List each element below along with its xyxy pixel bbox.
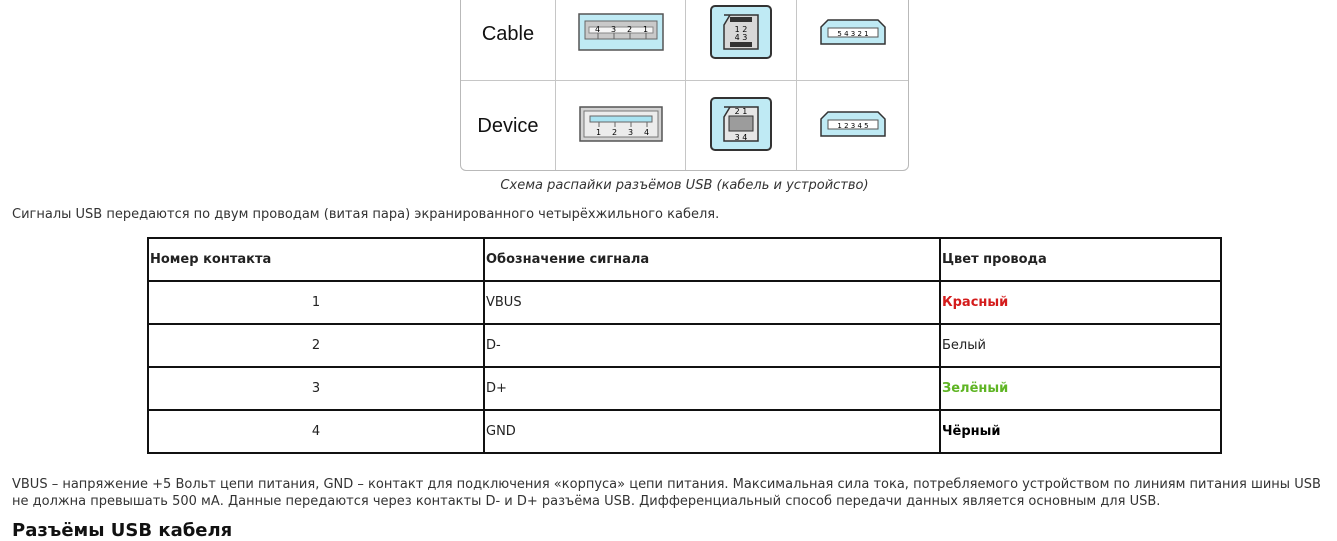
usb-b-cable-connector xyxy=(686,0,797,80)
diagram-caption: Схема распайки разъёмов USB (кабель и устройство) xyxy=(500,178,869,193)
pin-label: 2 xyxy=(611,128,617,138)
row-label-device: Device xyxy=(461,80,556,171)
pin-label: 2 1 xyxy=(734,107,748,117)
pin-label: 1 xyxy=(642,25,648,35)
signal-name: D- xyxy=(484,324,940,367)
pin-number: 1 xyxy=(148,281,484,324)
pin-label: 4 xyxy=(594,25,600,35)
signal-name: GND xyxy=(484,410,940,453)
pin-number: 4 xyxy=(148,410,484,453)
table-row xyxy=(148,324,1221,367)
section-heading: Разъёмы USB кабеля xyxy=(12,520,233,541)
pin-label: 5 4 3 2 1 xyxy=(836,30,869,39)
usb-a-cable-connector xyxy=(556,0,686,80)
row-label-cable: Cable xyxy=(461,0,556,80)
pin-label: 3 xyxy=(610,25,616,35)
table-row xyxy=(148,367,1221,410)
signal-name: D+ xyxy=(484,367,940,410)
pin-number: 2 xyxy=(148,324,484,367)
mini-usb-device-connector xyxy=(797,80,909,171)
header-pin-number: Номер контакта xyxy=(148,238,484,281)
pin-label: 2 xyxy=(626,25,632,35)
usb-pinout-diagram xyxy=(460,0,909,171)
table-row xyxy=(148,281,1221,324)
intro-paragraph: Сигналы USB передаются по двум проводам (витая пара) экранированного четырёхжильного кабеля. xyxy=(12,207,720,222)
pin-table xyxy=(147,237,1222,454)
wire-color: Чёрный xyxy=(940,410,1221,453)
pin-label: 1 2 xyxy=(734,25,748,35)
explanation-paragraph: VBUS – напряжение +5 Вольт цепи питания, GND – контакт для подключения «корпуса» цепи питания. Максимальная сила тока, потребляемого устройством по линиям питания шины USB не должна превышать 500 мА. Данные передаются через контакты D- и D+ разъёма USB. Дифференциальный способ передачи данных является основным для USB. xyxy=(12,477,1321,509)
wire-color: Красный xyxy=(940,281,1221,324)
usb-a-device-connector xyxy=(556,80,686,171)
usb-b-device-connector xyxy=(686,80,797,171)
pin-number: 3 xyxy=(148,367,484,410)
header-signal: Обозначение сигнала xyxy=(484,238,940,281)
wire-color: Зелёный xyxy=(940,367,1221,410)
signal-name: VBUS xyxy=(484,281,940,324)
pin-label: 4 xyxy=(643,128,649,138)
wire-color: Белый xyxy=(940,324,1221,367)
table-header-row xyxy=(148,238,1221,281)
pin-label: 3 4 xyxy=(734,133,748,143)
mini-usb-cable-connector xyxy=(797,0,909,80)
pin-label: 1 xyxy=(595,128,601,138)
header-wire-color: Цвет провода xyxy=(940,238,1221,281)
pin-label: 4 3 xyxy=(734,33,748,43)
table-row xyxy=(148,410,1221,453)
pin-label: 3 xyxy=(627,128,633,138)
pin-label: 1 2 3 4 5 xyxy=(836,122,869,131)
